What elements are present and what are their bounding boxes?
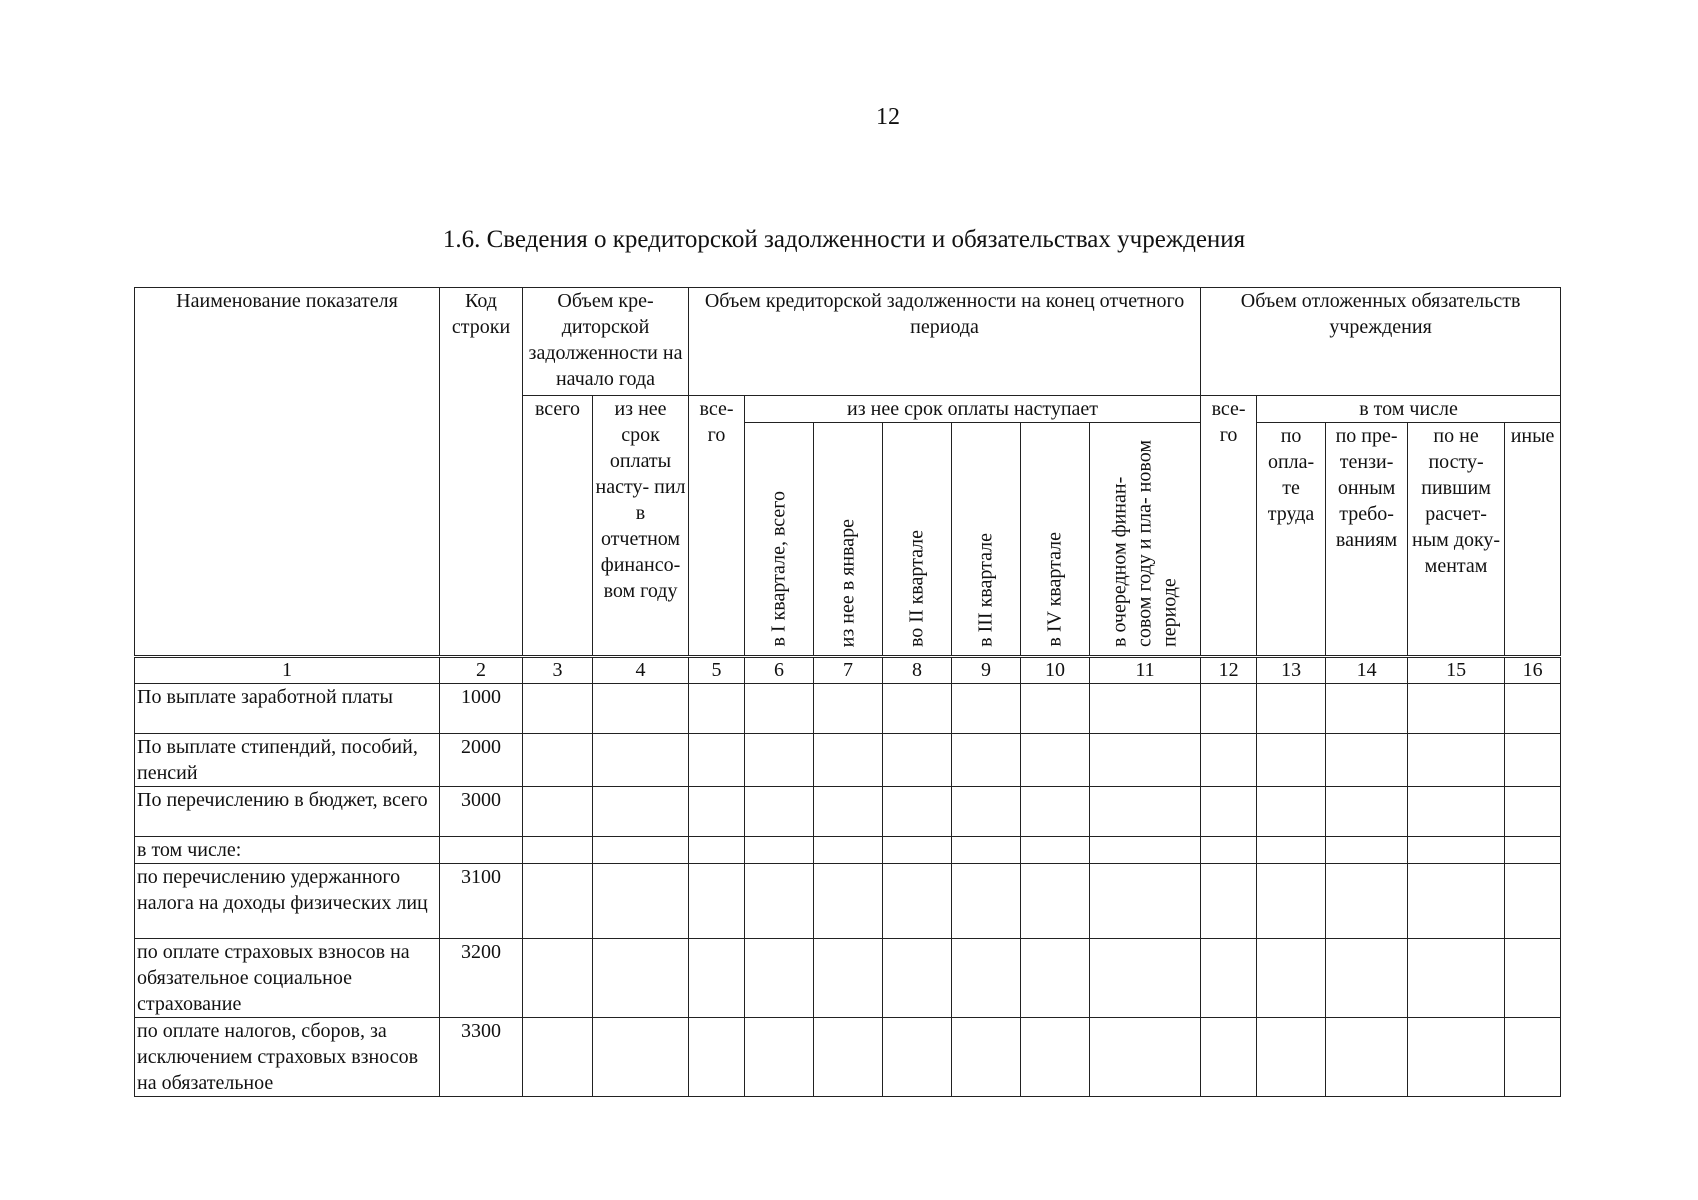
header-def-docs: по не посту- пившим расчет- ным доку- ментам: [1408, 423, 1505, 657]
table-row: [135, 837, 1561, 864]
value-cell: [689, 939, 745, 1018]
value-cell: [1505, 734, 1561, 787]
value-cell: [814, 837, 883, 864]
value-cell: [952, 787, 1021, 837]
header-end-total: все- го: [689, 396, 745, 657]
value-cell: [952, 734, 1021, 787]
value-cell: [523, 734, 593, 787]
table-row: [135, 864, 1561, 939]
value-cell: [1257, 734, 1326, 787]
page-number: 12: [876, 104, 900, 130]
value-cell: [1408, 837, 1505, 864]
value-cell: [1021, 684, 1090, 734]
value-cell: [1090, 1018, 1201, 1097]
value-cell: [745, 1018, 814, 1097]
table-row: [135, 939, 1561, 1018]
value-cell: [523, 939, 593, 1018]
table-row: [135, 787, 1561, 837]
value-cell: [745, 684, 814, 734]
value-cell: [1505, 1018, 1561, 1097]
value-cell: [883, 837, 952, 864]
row-code: 1000: [440, 684, 523, 734]
table-row: [135, 684, 1561, 734]
value-cell: [1326, 939, 1408, 1018]
row-name: По выплате стипендий, пособий, пенсий: [135, 734, 440, 787]
row-code: 3100: [440, 864, 523, 939]
value-cell: [952, 684, 1021, 734]
value-cell: [745, 939, 814, 1018]
column-number: 12: [1201, 657, 1257, 684]
value-cell: [1326, 787, 1408, 837]
value-cell: [523, 837, 593, 864]
creditor-debt-table: [134, 287, 1561, 1097]
column-number: 8: [883, 657, 952, 684]
header-def-labor: по опла- те труда: [1257, 423, 1326, 657]
value-cell: [1326, 864, 1408, 939]
value-cell: [689, 684, 745, 734]
header-start-total: всего: [523, 396, 593, 657]
value-cell: [1021, 864, 1090, 939]
column-number: 15: [1408, 657, 1505, 684]
value-cell: [1090, 939, 1201, 1018]
value-cell: [1090, 837, 1201, 864]
value-cell: [1408, 939, 1505, 1018]
value-cell: [1408, 684, 1505, 734]
value-cell: [1090, 684, 1201, 734]
header-q4: в IV квартале: [1043, 532, 1066, 647]
value-cell: [1505, 939, 1561, 1018]
value-cell: [1201, 787, 1257, 837]
value-cell: [523, 684, 593, 734]
value-cell: [952, 837, 1021, 864]
column-number: 10: [1021, 657, 1090, 684]
value-cell: [689, 837, 745, 864]
value-cell: [1201, 864, 1257, 939]
column-number: 1: [135, 657, 440, 684]
header-next-period-cell: [1090, 423, 1201, 657]
value-cell: [1090, 787, 1201, 837]
value-cell: [814, 1018, 883, 1097]
value-cell: [689, 864, 745, 939]
value-cell: [883, 939, 952, 1018]
row-name: по оплате страховых взносов на обязательное социальное страхование: [135, 939, 440, 1018]
column-number: 6: [745, 657, 814, 684]
value-cell: [1505, 837, 1561, 864]
row-name: По выплате заработной платы: [135, 684, 440, 734]
header-def-incl: в том числе: [1257, 396, 1561, 423]
value-cell: [1021, 787, 1090, 837]
row-code: [440, 837, 523, 864]
value-cell: [1408, 734, 1505, 787]
header-start-year: Объем кре- диторской задолженности на начало года: [523, 288, 689, 396]
value-cell: [745, 864, 814, 939]
header-q3: в III квартале: [974, 533, 997, 647]
value-cell: [1326, 837, 1408, 864]
value-cell: [1090, 734, 1201, 787]
value-cell: [523, 787, 593, 837]
value-cell: [814, 734, 883, 787]
value-cell: [593, 1018, 689, 1097]
value-cell: [1326, 1018, 1408, 1097]
value-cell: [1326, 684, 1408, 734]
header-q1-cell: [745, 423, 814, 657]
value-cell: [1201, 1018, 1257, 1097]
value-cell: [689, 787, 745, 837]
value-cell: [1201, 734, 1257, 787]
header-q1: в I квартале, всего: [767, 491, 790, 647]
value-cell: [1257, 1018, 1326, 1097]
value-cell: [1257, 837, 1326, 864]
value-cell: [689, 1018, 745, 1097]
value-cell: [593, 787, 689, 837]
value-cell: [1505, 684, 1561, 734]
row-name: по перечислению удержанного налога на доходы физических лиц: [135, 864, 440, 939]
data-rows: [135, 684, 1561, 1097]
header-next-period: в очередном финан- совом году и пла- новом периоде: [1108, 440, 1181, 647]
value-cell: [745, 837, 814, 864]
value-cell: [1201, 837, 1257, 864]
value-cell: [593, 864, 689, 939]
section-title: 1.6. Сведения о кредиторской задолженности и обязательствах учреждения: [442, 226, 1246, 253]
value-cell: [1021, 939, 1090, 1018]
value-cell: [883, 684, 952, 734]
value-cell: [814, 939, 883, 1018]
value-cell: [952, 864, 1021, 939]
header-name: Наименование показателя: [135, 288, 440, 657]
table-row: [135, 734, 1561, 787]
column-number: 11: [1090, 657, 1201, 684]
column-number: 16: [1505, 657, 1561, 684]
table-row: [135, 1018, 1561, 1097]
value-cell: [1257, 864, 1326, 939]
value-cell: [952, 939, 1021, 1018]
column-number: 13: [1257, 657, 1326, 684]
value-cell: [1505, 864, 1561, 939]
header-deferred: Объем отложенных обязательств учреждения: [1201, 288, 1561, 396]
value-cell: [883, 1018, 952, 1097]
value-cell: [814, 864, 883, 939]
value-cell: [1408, 1018, 1505, 1097]
header-end-due: из нее срок оплаты наступает: [745, 396, 1201, 423]
value-cell: [883, 787, 952, 837]
value-cell: [1408, 787, 1505, 837]
header-end-period: Объем кредиторской задолженности на конец отчетного периода: [689, 288, 1201, 396]
value-cell: [1408, 864, 1505, 939]
column-number: 14: [1326, 657, 1408, 684]
value-cell: [689, 734, 745, 787]
row-code: 3200: [440, 939, 523, 1018]
header-q2: во II квартале: [905, 529, 928, 647]
header-q4-cell: [1021, 423, 1090, 657]
value-cell: [883, 734, 952, 787]
column-number: 9: [952, 657, 1021, 684]
header-start-due: из нее срок оплаты насту- пил в отчетном финансо- вом году: [593, 396, 689, 657]
value-cell: [593, 837, 689, 864]
value-cell: [1090, 864, 1201, 939]
value-cell: [523, 1018, 593, 1097]
column-number-row: [135, 657, 1561, 684]
column-number: 3: [523, 657, 593, 684]
row-code: 3000: [440, 787, 523, 837]
value-cell: [745, 734, 814, 787]
header-def-total: все- го: [1201, 396, 1257, 657]
value-cell: [1505, 787, 1561, 837]
value-cell: [1257, 939, 1326, 1018]
column-number: 2: [440, 657, 523, 684]
column-number: 7: [814, 657, 883, 684]
column-number: 4: [593, 657, 689, 684]
header-q3-cell: [952, 423, 1021, 657]
header-def-claims: по пре- тензи- онным требо- ваниям: [1326, 423, 1408, 657]
value-cell: [1021, 1018, 1090, 1097]
row-code: 2000: [440, 734, 523, 787]
value-cell: [1201, 684, 1257, 734]
header-january: из нее в январе: [836, 518, 859, 647]
value-cell: [1021, 734, 1090, 787]
header-code: Код строки: [440, 288, 523, 657]
value-cell: [1201, 939, 1257, 1018]
row-code: 3300: [440, 1018, 523, 1097]
value-cell: [1326, 734, 1408, 787]
value-cell: [523, 864, 593, 939]
value-cell: [1257, 787, 1326, 837]
value-cell: [1021, 837, 1090, 864]
value-cell: [745, 787, 814, 837]
value-cell: [952, 1018, 1021, 1097]
value-cell: [593, 939, 689, 1018]
value-cell: [593, 684, 689, 734]
value-cell: [593, 734, 689, 787]
value-cell: [1257, 684, 1326, 734]
column-number: 5: [689, 657, 745, 684]
row-name: По перечислению в бюджет, всего: [135, 787, 440, 837]
row-name: в том числе:: [135, 837, 440, 864]
value-cell: [814, 684, 883, 734]
value-cell: [883, 864, 952, 939]
value-cell: [814, 787, 883, 837]
header-row-1: [135, 288, 1561, 396]
header-def-other: иные: [1505, 423, 1561, 657]
row-name: по оплате налогов, сборов, за исключением страховых взносов на обязательное: [135, 1018, 440, 1097]
header-q2-cell: [883, 423, 952, 657]
header-january-cell: [814, 423, 883, 657]
